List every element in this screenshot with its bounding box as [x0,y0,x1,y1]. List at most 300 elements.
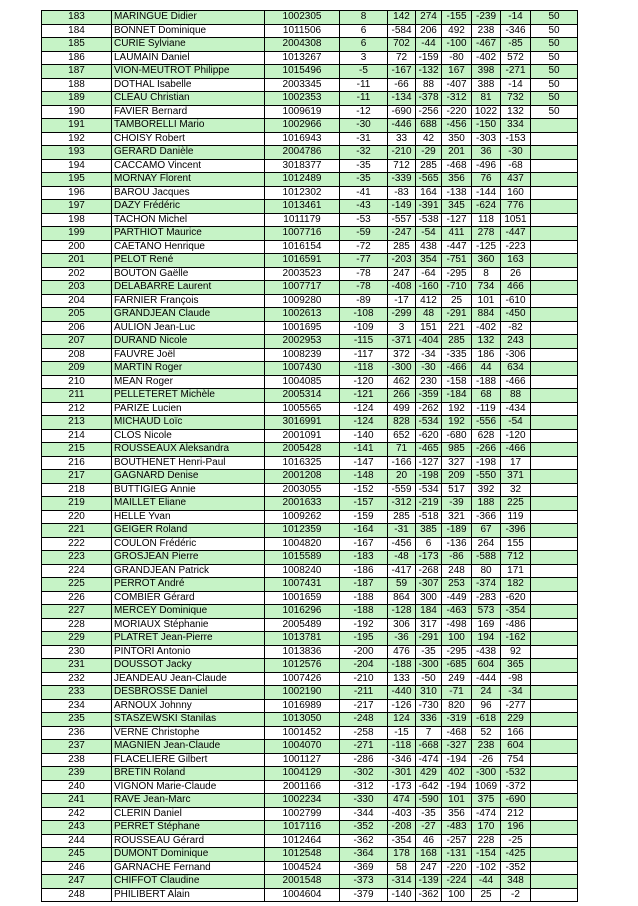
name-cell: CLEAU Christian [112,92,265,106]
round5-cell: -447 [501,227,531,241]
score-cell: -72 [340,240,388,254]
table-row [42,227,578,241]
round1-cell: -346 [388,753,416,767]
round1-cell: 285 [388,510,416,524]
table-row [42,456,578,470]
round1-cell: -128 [388,605,416,619]
round1-cell: 499 [388,402,416,416]
rank-cell: 234 [42,699,112,713]
round3-cell: 249 [442,672,472,686]
license-cell: 1002353 [265,92,340,106]
name-cell: GERARD Danièle [112,146,265,160]
round5-cell: 1051 [501,213,531,227]
round4-cell: 188 [472,497,501,511]
round1-cell: 285 [388,240,416,254]
table-row [42,11,578,25]
name-cell: COMBIER Gérard [112,591,265,605]
round2-cell: -518 [416,510,442,524]
round3-cell: -295 [442,267,472,281]
table-row [42,213,578,227]
name-cell: GROSJEAN Pierre [112,551,265,565]
rank-cell: 189 [42,92,112,106]
license-cell: 1009619 [265,105,340,119]
round2-cell: -44 [416,38,442,52]
name-cell: PELOT René [112,254,265,268]
score-cell: -141 [340,443,388,457]
round2-cell: 317 [416,618,442,632]
round5-cell: -372 [501,780,531,794]
round3-cell: 100 [442,632,472,646]
name-cell: FARNIER François [112,294,265,308]
round2-cell: -29 [416,146,442,160]
score-cell: -188 [340,605,388,619]
score-cell: -78 [340,281,388,295]
rank-cell: 188 [42,78,112,92]
bonus-cell [531,200,578,214]
round2-cell: -35 [416,645,442,659]
table-row [42,146,578,160]
bonus-cell [531,726,578,740]
score-cell: -89 [340,294,388,308]
rank-cell: 199 [42,227,112,241]
score-cell: -124 [340,402,388,416]
rank-cell: 183 [42,11,112,25]
score-cell: -344 [340,807,388,821]
round3-cell: -291 [442,308,472,322]
round1-cell: 20 [388,470,416,484]
name-cell: PERRET Stéphane [112,821,265,835]
round4-cell: -150 [472,119,501,133]
bonus-cell [531,875,578,889]
license-cell: 1007716 [265,227,340,241]
name-cell: VIGNON Marie-Claude [112,780,265,794]
table-row [42,632,578,646]
rank-cell: 219 [42,497,112,511]
license-cell: 2001166 [265,780,340,794]
round5-cell: 604 [501,740,531,754]
name-cell: AULION Jean-Luc [112,321,265,335]
round2-cell: -391 [416,200,442,214]
table-row [42,335,578,349]
round3-cell: -194 [442,780,472,794]
round2-cell: -465 [416,443,442,457]
round4-cell: 24 [472,686,501,700]
bonus-cell [531,578,578,592]
rank-cell: 205 [42,308,112,322]
bonus-cell [531,888,578,902]
rank-cell: 225 [42,578,112,592]
name-cell: BONNET Dominique [112,24,265,38]
round1-cell: 142 [388,11,416,25]
round3-cell: 221 [442,321,472,335]
name-cell: GEIGER Roland [112,524,265,538]
table-row [42,38,578,52]
license-cell: 1002799 [265,807,340,821]
round1-cell: -446 [388,119,416,133]
round4-cell: -556 [472,416,501,430]
bonus-cell [531,213,578,227]
name-cell: PELLETERET Michèle [112,389,265,403]
round1-cell: -48 [388,551,416,565]
bonus-cell [531,267,578,281]
round3-cell: 25 [442,294,472,308]
rank-cell: 246 [42,861,112,875]
round3-cell: -100 [442,38,472,52]
table-row [42,686,578,700]
rank-cell: 217 [42,470,112,484]
round5-cell: 437 [501,173,531,187]
round3-cell: -466 [442,362,472,376]
name-cell: BUTTIGIEG Annie [112,483,265,497]
round4-cell: 1069 [472,780,501,794]
round4-cell: -102 [472,861,501,875]
round3-cell: -751 [442,254,472,268]
table-row [42,240,578,254]
rank-cell: 194 [42,159,112,173]
round5-cell: -120 [501,429,531,443]
round2-cell: -256 [416,105,442,119]
name-cell: STASZEWSKI Stanilas [112,713,265,727]
name-cell: ROUSSEAU Gérard [112,834,265,848]
bonus-cell [531,389,578,403]
round3-cell: -220 [442,861,472,875]
rank-cell: 245 [42,848,112,862]
score-cell: -210 [340,672,388,686]
round1-cell: -166 [388,456,416,470]
round1-cell: 59 [388,578,416,592]
bonus-cell [531,375,578,389]
round5-cell: 182 [501,578,531,592]
table-row [42,254,578,268]
license-cell: 3018377 [265,159,340,173]
bonus-cell: 50 [531,24,578,38]
round4-cell: -624 [472,200,501,214]
name-cell: DESBROSSE Daniel [112,686,265,700]
round5-cell: -68 [501,159,531,173]
name-cell: JEANDEAU Jean-Claude [112,672,265,686]
license-cell: 1012548 [265,848,340,862]
score-cell: -115 [340,335,388,349]
license-cell: 1011179 [265,213,340,227]
name-cell: CHIFFOT Claudine [112,875,265,889]
round3-cell: 321 [442,510,472,524]
license-cell: 2003055 [265,483,340,497]
table-row [42,564,578,578]
round3-cell: -295 [442,645,472,659]
round2-cell: -590 [416,794,442,808]
rank-cell: 184 [42,24,112,38]
bonus-cell: 50 [531,92,578,106]
table-row [42,308,578,322]
rank-cell: 196 [42,186,112,200]
license-cell: 1011506 [265,24,340,38]
score-cell: -32 [340,146,388,160]
table-row [42,78,578,92]
round3-cell: 285 [442,335,472,349]
round1-cell: -299 [388,308,416,322]
round3-cell: 492 [442,24,472,38]
table-row [42,321,578,335]
round3-cell: -483 [442,821,472,835]
name-cell: TACHON Michel [112,213,265,227]
round1-cell: -149 [388,200,416,214]
round1-cell: -557 [388,213,416,227]
table-row [42,645,578,659]
score-cell: -248 [340,713,388,727]
bonus-cell [531,632,578,646]
name-cell: PHILIBERT Alain [112,888,265,902]
score-cell: -183 [340,551,388,565]
round5-cell: -396 [501,524,531,538]
name-cell: ARNOUX Johnny [112,699,265,713]
license-cell: 1008240 [265,564,340,578]
round2-cell: 42 [416,132,442,146]
round5-cell: -223 [501,240,531,254]
rank-cell: 228 [42,618,112,632]
bonus-cell [531,240,578,254]
score-cell: -352 [340,821,388,835]
round5-cell: -25 [501,834,531,848]
score-cell: -35 [340,159,388,173]
name-cell: DOTHAL Isabelle [112,78,265,92]
round1-cell: 58 [388,861,416,875]
round3-cell: -319 [442,713,472,727]
round1-cell: 712 [388,159,416,173]
round4-cell: 194 [472,632,501,646]
license-cell: 1015589 [265,551,340,565]
round2-cell: 151 [416,321,442,335]
table-row [42,753,578,767]
round4-cell: 96 [472,699,501,713]
score-cell: -140 [340,429,388,443]
table-row [42,510,578,524]
score-cell: -362 [340,834,388,848]
license-cell: 2001208 [265,470,340,484]
license-cell: 1013267 [265,51,340,65]
bonus-cell [531,429,578,443]
round2-cell: 412 [416,294,442,308]
round5-cell: 88 [501,389,531,403]
round4-cell: -496 [472,159,501,173]
round2-cell: -300 [416,659,442,673]
table-row [42,294,578,308]
round5-cell: 348 [501,875,531,889]
bonus-cell [531,780,578,794]
round5-cell: 732 [501,92,531,106]
round3-cell: -224 [442,875,472,889]
round2-cell: 285 [416,159,442,173]
bonus-cell [531,551,578,565]
table-row [42,132,578,146]
score-cell: -124 [340,416,388,430]
round5-cell: 26 [501,267,531,281]
score-cell: -118 [340,362,388,376]
round4-cell: 44 [472,362,501,376]
rank-cell: 243 [42,821,112,835]
name-cell: CAETANO Henrique [112,240,265,254]
name-cell: TAMBORELLI Mario [112,119,265,133]
license-cell: 1012489 [265,173,340,187]
round3-cell: -498 [442,618,472,632]
score-cell: -108 [340,308,388,322]
license-cell: 1016154 [265,240,340,254]
license-cell: 1002966 [265,119,340,133]
license-cell: 1001452 [265,726,340,740]
rank-cell: 212 [42,402,112,416]
license-cell: 1013461 [265,200,340,214]
table-row [42,281,578,295]
license-cell: 1012576 [265,659,340,673]
score-cell: -188 [340,591,388,605]
table-row [42,591,578,605]
rank-cell: 209 [42,362,112,376]
score-cell: -12 [340,105,388,119]
round4-cell: 604 [472,659,501,673]
round3-cell: -127 [442,213,472,227]
license-cell: 1009280 [265,294,340,308]
round5-cell: 371 [501,470,531,484]
table-row [42,713,578,727]
license-cell: 1008239 [265,348,340,362]
round1-cell: 178 [388,848,416,862]
round1-cell: -66 [388,78,416,92]
score-cell: -53 [340,213,388,227]
round3-cell: 167 [442,65,472,79]
license-cell: 1016591 [265,254,340,268]
rank-cell: 210 [42,375,112,389]
round3-cell: -449 [442,591,472,605]
round5-cell: -466 [501,375,531,389]
round1-cell: -301 [388,767,416,781]
license-cell: 2001548 [265,875,340,889]
bonus-cell: 50 [531,11,578,25]
table-row [42,659,578,673]
round4-cell: 68 [472,389,501,403]
round3-cell: -685 [442,659,472,673]
round1-cell: -118 [388,740,416,754]
license-cell: 2005489 [265,618,340,632]
round4-cell: -402 [472,321,501,335]
round4-cell: 52 [472,726,501,740]
name-cell: LAUMAIN Daniel [112,51,265,65]
round4-cell: 238 [472,24,501,38]
name-cell: FAUVRE Joël [112,348,265,362]
table-row [42,578,578,592]
round4-cell: -125 [472,240,501,254]
rank-cell: 203 [42,281,112,295]
round4-cell: -374 [472,578,501,592]
round2-cell: -27 [416,821,442,835]
bonus-cell [531,186,578,200]
round3-cell: 101 [442,794,472,808]
name-cell: MAGNIEN Jean-Claude [112,740,265,754]
bonus-cell [531,294,578,308]
round5-cell: -30 [501,146,531,160]
table-row [42,780,578,794]
round3-cell: -456 [442,119,472,133]
license-cell: 1007431 [265,578,340,592]
bonus-cell: 50 [531,38,578,52]
round1-cell: -456 [388,537,416,551]
round5-cell: 776 [501,200,531,214]
license-cell: 2001633 [265,497,340,511]
round4-cell: 81 [472,92,501,106]
round2-cell: 385 [416,524,442,538]
rank-cell: 207 [42,335,112,349]
name-cell: CLOS Nicole [112,429,265,443]
table-row [42,348,578,362]
round4-cell: -467 [472,38,501,52]
round3-cell: -327 [442,740,472,754]
round5-cell: -532 [501,767,531,781]
name-cell: GAGNARD Denise [112,470,265,484]
score-cell: -258 [340,726,388,740]
round1-cell: 864 [388,591,416,605]
round5-cell: 166 [501,726,531,740]
license-cell: 1004129 [265,767,340,781]
round5-cell: 119 [501,510,531,524]
round5-cell: 243 [501,335,531,349]
round5-cell: 712 [501,551,531,565]
table-row [42,726,578,740]
round2-cell: -268 [416,564,442,578]
round4-cell: 734 [472,281,501,295]
round4-cell: 573 [472,605,501,619]
round1-cell: 702 [388,38,416,52]
round4-cell: 169 [472,618,501,632]
round4-cell: 8 [472,267,501,281]
round3-cell: 985 [442,443,472,457]
round5-cell: 466 [501,281,531,295]
round3-cell: -710 [442,281,472,295]
round4-cell: 278 [472,227,501,241]
round2-cell: -378 [416,92,442,106]
round3-cell: 201 [442,146,472,160]
round5-cell: -82 [501,321,531,335]
score-cell: -379 [340,888,388,902]
name-cell: ROUSSEAUX Aleksandra [112,443,265,457]
round5-cell: 334 [501,119,531,133]
ranking-table [41,10,578,902]
round5-cell: 171 [501,564,531,578]
round3-cell: -136 [442,537,472,551]
score-cell: -120 [340,375,388,389]
round2-cell: 274 [416,11,442,25]
bonus-cell [531,443,578,457]
table-row [42,186,578,200]
rank-cell: 214 [42,429,112,443]
bonus-cell: 50 [531,51,578,65]
name-cell: CURIE Sylviane [112,38,265,52]
round4-cell: -550 [472,470,501,484]
license-cell: 1012359 [265,524,340,538]
rank-cell: 230 [42,645,112,659]
name-cell: COULON Frédéric [112,537,265,551]
license-cell: 1001695 [265,321,340,335]
round4-cell: -26 [472,753,501,767]
license-cell: 1017116 [265,821,340,835]
bonus-cell [531,173,578,187]
round2-cell: 7 [416,726,442,740]
rank-cell: 204 [42,294,112,308]
round3-cell: -138 [442,186,472,200]
bonus-cell: 50 [531,105,578,119]
score-cell: -330 [340,794,388,808]
round2-cell: 48 [416,308,442,322]
round5-cell: -54 [501,416,531,430]
score-cell: -204 [340,659,388,673]
round3-cell: -447 [442,240,472,254]
